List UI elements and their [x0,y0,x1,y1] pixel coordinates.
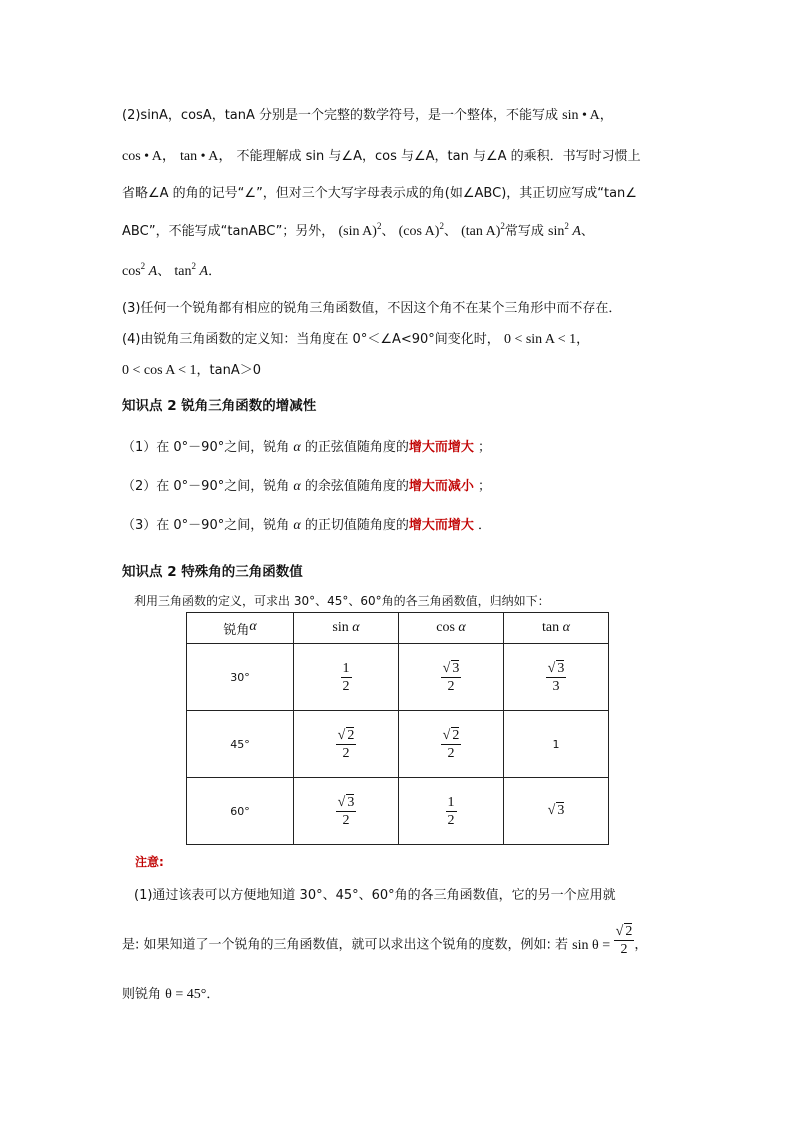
sep: 、 [580,224,594,239]
table-row [187,644,609,711]
section-1-item-3 [122,516,491,536]
cos-45: $\frac{√ 2}{2}$ [399,711,504,778]
alpha-symbol: α [293,518,301,533]
exp: 2 [191,261,196,271]
text: 的正弦值随角度的 [304,440,409,455]
text: 不能理解成 sin 与∠A，cos 与∠A，tan 与∠A 的乘积．书写时习惯上 [236,149,641,164]
text: （3）在 0°－90°之间，锐角 [122,518,290,533]
para-4-line-2 [122,361,261,381]
label: cos [436,620,455,635]
den: 2 [447,745,455,761]
angle-45: 45° [187,711,294,778]
text: （2）在 0°－90°之间，锐角 [122,479,290,494]
label: sin [332,620,349,635]
text: 常写成 [504,224,544,239]
math-sin-dot-a: sin • A [562,108,600,123]
den: 3 [552,678,560,694]
punct: ； [478,479,492,494]
note-line-3 [122,985,219,1005]
sin-45: $\frac{√ 2}{2}$ [294,711,399,778]
exp: 2 [376,221,382,231]
math-sin-a-squared [338,221,382,239]
math-sin2-a [548,221,581,239]
para-4-line-1 [122,330,589,350]
section-2-title: 知识点 2 特殊角的三角函数值 [122,564,303,580]
sin-30 [294,644,399,711]
rad: 3 [347,794,355,810]
header-tan [504,613,609,644]
sep: 、 [157,264,171,279]
header-angle [187,613,294,644]
var: A [148,264,158,279]
angle-30: 30° [187,644,294,711]
para-3: (3)任何一个锐角都有相应的锐角三角函数值，不因这个角不在某个三角形中而不存在． [122,301,622,316]
fn: cos [122,264,141,279]
var: A [572,224,581,239]
math-cos-a-squared [398,221,444,239]
math-tan-dot-a: tan • A， [180,149,233,164]
den: 2 [447,678,455,694]
math-cos-range: 0 < cos A < 1 [122,363,197,378]
den: 2 [342,678,350,694]
alpha-symbol: α [249,618,257,634]
sin-60: $\frac{√ 3}{2}$ [294,778,399,845]
rad: 3 [452,660,460,676]
sep: 、 [443,224,457,239]
table-header-row [187,613,609,644]
math-tan-a-squared [461,221,505,239]
math-tan2-a [174,261,209,279]
rad: 2 [452,727,460,743]
trig-values-table [186,612,609,845]
text: (4)由锐角三角函数的定义知：当角度在 0°＜∠A<90°间变化时， [122,332,500,347]
math-sin-range: 0 < sin A < 1 [503,332,577,347]
header-cos [399,613,504,644]
exp: 2 [439,221,444,231]
punct: ． [478,518,492,533]
comma: ， [599,108,613,123]
num: 1 [447,794,455,810]
text: 是: 如果知道了一个锐角的三角函数值，就可以求出这个锐角的度数，例如: 若 [122,937,569,953]
expr: (cos A) [398,224,440,239]
expr: (tan A) [461,224,501,239]
text: ABC”，不能写成“tanABC”；另外， [122,224,335,239]
period: ． [208,264,222,279]
expr: (sin A) [338,224,377,239]
alpha-symbol: α [293,479,301,494]
para-2-line-4 [122,222,594,242]
para-2-line-1 [122,106,613,126]
angle-60: 60° [187,778,294,845]
exp: 2 [140,261,146,271]
cos-30: $\frac{√ 3}{2}$ [399,644,504,711]
rad: 3 [557,660,565,676]
num: 1 [342,660,350,676]
note-line-2 [122,924,648,958]
tan-60: √ 3 [504,778,609,845]
rad: 2 [347,727,355,743]
section-1-item-2 [122,477,491,497]
fn: sin [548,224,565,239]
alpha-symbol: α [293,440,301,455]
fn: tan [174,264,192,279]
cos-60 [399,778,504,845]
text: (2)sinA，cosA，tanA 分别是一个完整的数学符号，是一个整体，不能写成 [122,108,559,123]
section-1-item-1 [122,438,491,458]
text: ，tanA＞0 [196,363,261,378]
math-sin-theta: sin θ = $\frac{√ 2}{2}$ [572,924,633,957]
den: 2 [620,942,628,957]
para-2-line-3 [122,184,637,204]
alpha-symbol: α [352,620,360,635]
alpha-symbol: α [458,620,466,635]
text: （1）在 0°－90°之间，锐角 [122,440,290,455]
highlight: 增大而增大 [408,518,474,533]
para-2-line-2 [122,147,641,167]
label: tan [542,620,560,635]
tan-45: 1 [504,711,609,778]
text: 的正切值随角度的 [304,518,409,533]
table-row [187,778,609,845]
label: 锐角 [223,622,250,638]
den: 2 [447,812,455,828]
rad: 3 [557,803,565,818]
text: 的余弦值随角度的 [304,479,409,494]
var: A [199,264,209,279]
exp: 2 [564,221,569,231]
highlight: 增大而增大 [408,440,474,455]
math-cos-dot-a: cos • A， [122,149,176,164]
section-1-title: 知识点 2 锐角三角函数的增减性 [122,398,317,414]
exp: 2 [500,221,505,231]
text: 省略∠A 的角的记号“∠”，但对三个大写字母表示成的角(如∠ABC)，其正切应写成“tan∠ [122,186,637,201]
den: 2 [342,745,350,761]
comma: ， [576,332,590,347]
rad: 2 [625,924,633,939]
math-theta-45: θ = 45° [165,987,207,1002]
para-2-line-5 [122,262,221,282]
period: ． [206,987,220,1002]
tan-30: $\frac{√ 3}{3}$ [504,644,609,711]
expr: sin θ = [572,937,611,953]
alpha-symbol: α [562,620,570,635]
table-row [187,711,609,778]
punct: ； [478,440,492,455]
note-label: 注意: [135,855,164,869]
comma: ， [634,937,648,953]
text: 则锐角 [122,987,162,1002]
sep: 、 [381,224,395,239]
math-cos2-a [122,261,158,279]
section-2-intro: 利用三角函数的定义，可求出 30°、45°、60°角的各三角函数值，归纳如下： [134,594,550,608]
den: 2 [342,812,350,828]
header-sin [294,613,399,644]
highlight: 增大而减小 [408,479,474,494]
note-line-1: (1)通过该表可以方便地知道 30°、45°、60°角的各三角函数值，它的另一个应用就 [134,888,616,903]
